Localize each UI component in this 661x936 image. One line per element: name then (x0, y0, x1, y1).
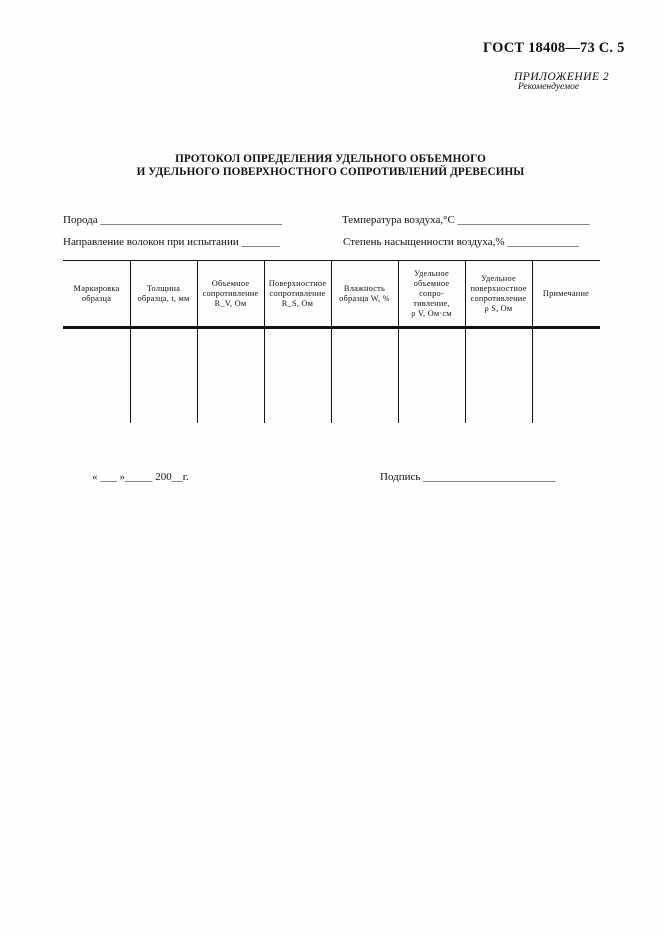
air-saturation-field[interactable]: Степень насыщенности воздуха,% _____________ (343, 236, 579, 248)
document-title-line-1: ПРОТОКОЛ ОПРЕДЕЛЕНИЯ УДЕЛЬНОГО ОБЪЕМНОГО (175, 153, 486, 165)
date-field[interactable]: « ___ »_____ 200__г. (92, 471, 189, 483)
fiber-direction-field[interactable]: Направление волокон при испытании _______ (63, 236, 280, 248)
column-header-sample-marking: Маркировка образца (73, 283, 120, 303)
species-field[interactable]: Порода _________________________________ (63, 214, 282, 226)
air-temperature-field[interactable]: Температура воздуха,°С ________________________ (342, 214, 590, 226)
standard-reference: ГОСТ 18408—73 С. 5 (483, 40, 625, 56)
column-header-volume-resistance: Объемное сопротивление R_V, Ом (202, 278, 259, 308)
column-header-notes: Примечание (542, 288, 590, 298)
table-row[interactable] (63, 329, 600, 423)
column-header-surface-resistance: Поверхностное сопротивление R_S, Ом (268, 278, 327, 308)
signature-field[interactable]: Подпись ________________________ (380, 471, 556, 483)
document-title-line-2: И УДЕЛЬНОГО ПОВЕРХНОСТНОГО СОПРОТИВЛЕНИЙ ДРЕВЕСИНЫ (136, 166, 525, 178)
appendix-note: Рекомендуемое (518, 82, 580, 92)
appendix-label: ПРИЛОЖЕНИЕ 2 (514, 71, 610, 83)
column-header-thickness: Толщина образца, t, мм (137, 283, 190, 303)
column-header-specific-surface-resistance: Удельное поверхностное сопротивление ρ S, Ом (470, 273, 527, 313)
column-header-moisture: Влажность образца W, % (339, 283, 390, 303)
column-header-specific-volume-resistance: Удельное объемное сопро- тивление, ρ V, Ом·см (411, 268, 452, 318)
results-table (63, 260, 600, 423)
